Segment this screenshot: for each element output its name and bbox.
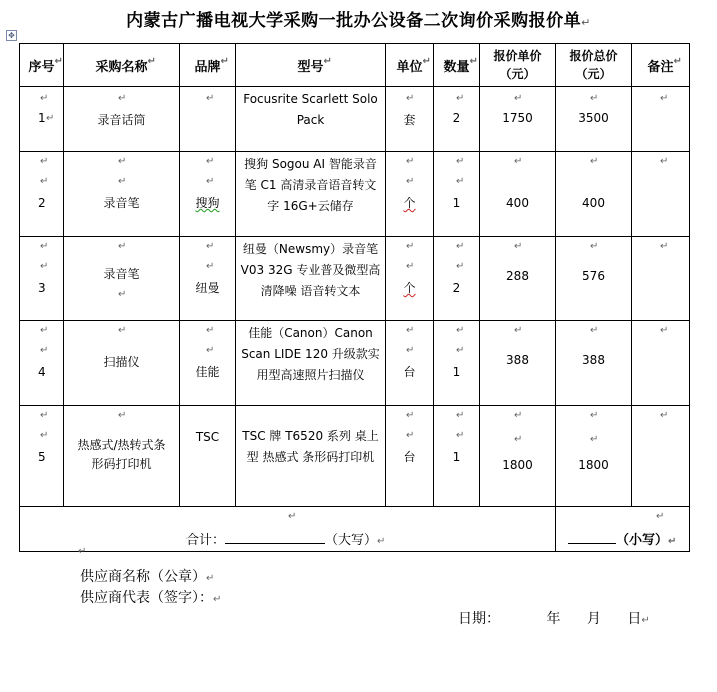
total-upper-label: （大写）: [325, 533, 378, 548]
row-unit: 台: [403, 450, 416, 464]
row-unit-price: 1800: [502, 458, 533, 472]
row-name: 热感式/热转式条形码打印机: [77, 438, 166, 471]
table-move-handle-icon[interactable]: ✥: [6, 30, 17, 41]
row-qty: 2: [452, 111, 461, 125]
row-unit: 台: [403, 365, 416, 379]
row-name: 录音笔: [103, 196, 140, 210]
header-total-price: 报价总价（元）: [556, 44, 632, 87]
row-qty: 1: [452, 196, 461, 210]
date-year: 年: [546, 611, 561, 627]
row-seq: 2: [38, 196, 46, 210]
row-model: Focusrite Scarlett Solo Pack: [243, 92, 378, 127]
row-model: TSC 牌 T6520 系列 桌上型 热感式 条形码打印机: [242, 429, 379, 464]
supplier-name-label: 供应商名称（公章）↵: [80, 569, 215, 585]
page-title: 内蒙古广播电视大学采购一批办公设备二次询价采购报价单↵: [126, 11, 591, 31]
table-row: ↵ 1 ↵ ↵ 录音话筒 ↵ Focusrite Scarlett Solo Pack ↵ 套 ↵ 2 ↵ 1750 ↵ 3500 ↵: [20, 87, 690, 152]
row-total-price: 3500: [578, 111, 609, 125]
header-qty: 数量 ↵: [434, 44, 480, 87]
total-lower-label: （小写）: [616, 533, 669, 548]
row-unit-price: 1750: [502, 111, 533, 125]
table-row: ↵ ↵ 5 ↵ 热感式/热转式条形码打印机 TSC TSC 牌 T6520 系列 桌上型 热感式 条形码打印机 ↵ ↵ 台 ↵ ↵ 1 ↵ ↵ 1800 ↵ ↵ 1800 ↵: [20, 406, 690, 507]
row-name: 录音话筒: [97, 113, 146, 127]
row-model: 搜狗 Sogou AI 智能录音笔 C1 高清录音语音转文字 16G+云储存: [244, 157, 377, 213]
quote-table: [19, 43, 690, 552]
row-seq: 4: [38, 365, 46, 379]
row-seq: 5: [38, 450, 46, 464]
total-label: 合计：: [186, 533, 226, 548]
row-unit-price: 388: [506, 353, 529, 367]
header-brand: 品牌 ↵: [180, 44, 236, 87]
row-seq: 1: [38, 111, 46, 125]
header-name: 采购名称 ↵: [64, 44, 180, 87]
header-model: 型号 ↵: [236, 44, 386, 87]
row-unit-price: 288: [506, 269, 529, 283]
row-unit: 个: [403, 281, 416, 295]
date-day: 日: [627, 611, 642, 627]
supplier-rep-label: 供应商代表（签字）：↵: [80, 590, 222, 606]
date-month: 月: [586, 611, 601, 627]
total-row: ↵ 合计： （大写）↵ ↵ （小写）↵: [20, 507, 690, 552]
row-model: 佳能（Canon）Canon Scan LIDE 120 升级款实用型高速照片扫描仪: [241, 326, 380, 382]
table-row: ↵ ↵ 3 ↵ 录音笔 ↵ ↵ ↵ 纽曼 纽曼（Newsmy）录音笔 V03 32G 专业普及微型高清降噪 语音转文本 ↵ ↵ 个 ↵ ↵ 2 ↵ 288 ↵ 576 ↵: [20, 237, 690, 321]
row-qty: 1: [452, 365, 461, 379]
row-model: 纽曼（Newsmy）录音笔 V03 32G 专业普及微型高清降噪 语音转文本: [240, 242, 381, 298]
row-qty: 2: [452, 281, 461, 295]
header-unit-price: 报价单价（元）: [480, 44, 556, 87]
row-unit: 套: [403, 113, 416, 127]
row-name: 录音笔: [103, 267, 140, 281]
row-unit: 个: [403, 196, 416, 210]
row-total-price: 576: [582, 269, 605, 283]
header-row: [20, 44, 690, 87]
row-total-price: 388: [582, 353, 605, 367]
total-upper-blank[interactable]: [225, 543, 325, 544]
row-total-price: 400: [582, 196, 605, 210]
row-unit-price: 400: [506, 196, 529, 210]
row-total-price: 1800: [578, 458, 609, 472]
row-brand: 佳能: [195, 365, 220, 379]
row-brand: 搜狗: [195, 196, 220, 210]
header-seq: 序号 ↵: [20, 44, 64, 87]
row-seq: 3: [38, 281, 46, 295]
table-row: ↵ ↵ 4 ↵ 扫描仪 ↵ ↵ 佳能 佳能（Canon）Canon Scan LIDE 120 升级款实用型高速照片扫描仪 ↵ ↵ 台 ↵ ↵ 1 ↵ 388 ↵ 388 ↵: [20, 321, 690, 406]
row-brand: TSC: [195, 430, 220, 444]
row-qty: 1: [452, 450, 461, 464]
total-lower-blank[interactable]: [568, 543, 616, 544]
row-brand: 纽曼: [195, 281, 220, 295]
table-row: ↵ ↵ 2 ↵ ↵ 录音笔 ↵ ↵ 搜狗 搜狗 Sogou AI 智能录音笔 C1 高清录音语音转文字 16G+云储存 ↵ ↵ 个 ↵ ↵ 1 ↵ 400 ↵ 400 ↵: [20, 152, 690, 237]
date-line: 日期： 年 月 日↵: [458, 611, 650, 627]
date-label: 日期：: [458, 611, 500, 627]
header-unit: 单位 ↵: [386, 44, 434, 87]
header-note: 备注 ↵: [632, 44, 690, 87]
row-name: 扫描仪: [103, 355, 140, 369]
